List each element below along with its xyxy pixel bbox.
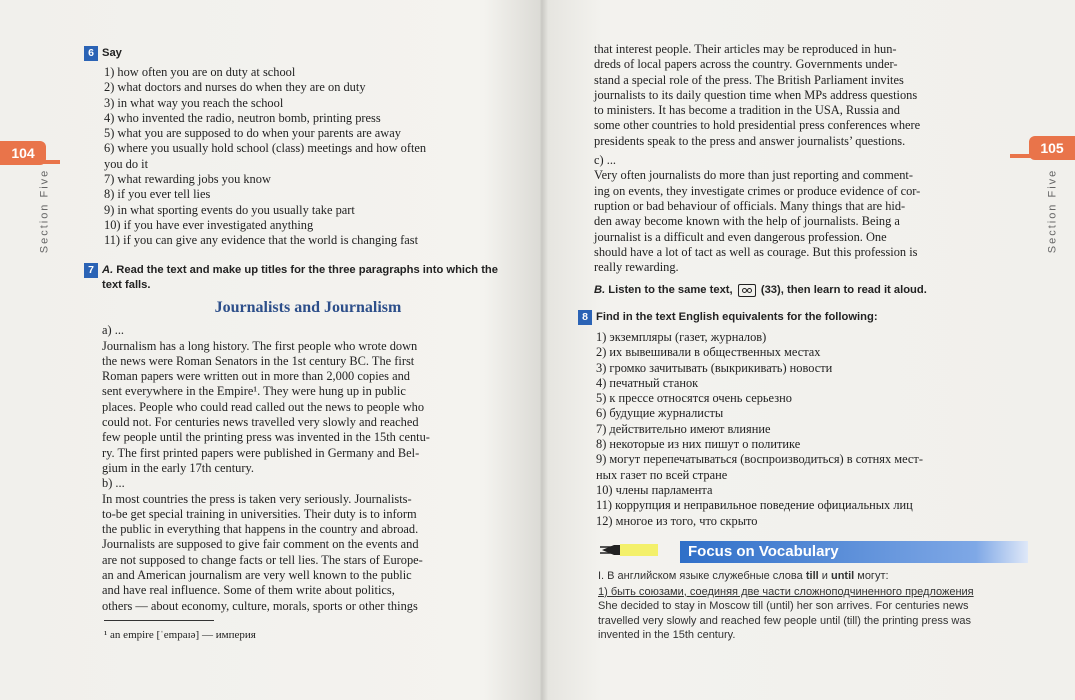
list-item: 10) if you have ever investigated anything [104, 217, 314, 232]
text-line: gium in the early 17th century. [102, 460, 254, 475]
text-line: ing on events, they investigate crimes or produce evidence of cor- [594, 183, 921, 198]
section-label-right: Section Five [1046, 168, 1059, 254]
list-item: 4) who invented the radio, neutron bomb, printing press [104, 110, 381, 125]
task-number-badge: 7 [84, 263, 98, 278]
list-item: 5) what you are supposed to do when your parents are away [104, 126, 401, 141]
text-line: places. People who could read called out the news to people who [102, 399, 425, 414]
list-item: 5) к прессе относятся очень серьезно [596, 391, 792, 406]
text-line: are not supposed to change facts or tell lies. The stars of Europe- [102, 552, 423, 567]
text-line: journalists to its daily question time when MPs address questions [594, 87, 918, 102]
list-item: 7) what rewarding jobs you know [104, 172, 271, 187]
task-instruction: Listen to the same text, [608, 284, 733, 297]
text-line: den away become known with the help of journalists. Being a [594, 214, 900, 229]
focus-rule: 1) быть союзами, соединяя две части сложноподчиненного предложения [598, 585, 974, 598]
task-6-list [84, 65, 514, 249]
focus-intro-text: могут: [857, 570, 889, 582]
text-line: sent everywhere in the Empire¹. They were hung up in public [102, 384, 406, 399]
text-line: the news were Roman Senators in the 1st century BC. The first [102, 353, 415, 368]
page-number-right: 105 [1029, 136, 1075, 160]
task-8 [578, 310, 1008, 529]
list-item: 8) if you ever tell lies [104, 187, 211, 202]
conjunction: и [821, 570, 828, 582]
list-item: ных газет по всей стране [596, 467, 728, 482]
list-item: 4) печатный станок [596, 375, 699, 390]
text-line: others — about economy, culture, morals, sports or other things [102, 598, 418, 613]
text-line: could not. For centuries news travelled very slowly and reached [102, 415, 419, 430]
pencil-highlighter-icon [598, 540, 662, 560]
focus-intro [598, 569, 1018, 584]
task-7 [84, 263, 514, 614]
text-line: Journalism has a long history. The first people who wrote down [102, 338, 418, 353]
text-line: presidents speak to the press and answer journalists’ questions. [594, 133, 906, 148]
text-continuation [594, 42, 1004, 297]
list-item: 11) коррупция и неправильное поведение официальных лиц [596, 498, 913, 513]
text-line: some other countries to hold presidential press conferences where [594, 118, 921, 133]
list-item: 12) многое из того, что скрыто [596, 513, 758, 528]
task-8-list [578, 330, 1008, 529]
footnote-divider [104, 620, 214, 621]
task-part-label: B. [594, 284, 606, 297]
cassette-icon [738, 284, 756, 297]
text-line: an and American journalism are very well known to the public [102, 568, 412, 583]
task-instruction: (33), then learn to read it aloud. [760, 284, 927, 297]
focus-intro-text: I. В английском языке служебные слова [598, 570, 803, 582]
paragraph-label: b) ... [102, 476, 125, 491]
list-item: 6) будущие журналисты [596, 406, 724, 421]
text-line: stand a special role of the press. The British Parliament invites [594, 72, 904, 87]
list-item: 3) громко зачитывать (выкрикивать) новости [596, 360, 833, 375]
list-item: 9) in what sporting events do you usually take part [104, 202, 355, 217]
text-line: Very often journalists do more than just reporting and comment- [594, 168, 913, 183]
task-instruction: Read the text and make up titles for the three paragraphs into which the text falls. [102, 264, 498, 291]
text-line: to ministers. It has become a tradition in the USA, Russia and [594, 103, 900, 118]
text-line: to-be get special training in universities. Their duty is to inform [102, 506, 417, 521]
text-line: few people until the printing press was invented in the 15th centu- [102, 430, 430, 445]
list-item: you do it [104, 156, 149, 171]
paragraph-label: c) ... [594, 153, 617, 168]
paragraph-label: a) ... [102, 323, 125, 338]
task-7b [594, 283, 1004, 297]
task-number-badge: 6 [84, 46, 98, 61]
page-number-left: 104 [0, 141, 46, 165]
list-item: 10) члены парламента [596, 482, 713, 497]
list-item: 1) how often you are on duty at school [104, 65, 296, 79]
list-item: 1) экземпляры (газет, журналов) [596, 330, 767, 344]
text-line: really rewarding. [594, 260, 679, 275]
text-line: ry. The first printed papers were published in Germany and Bel- [102, 445, 420, 460]
text-line: In most countries the press is taken very seriously. Journalists- [102, 491, 412, 506]
list-item: 8) некоторые из них пишут о политике [596, 437, 801, 452]
focus-section [598, 569, 1018, 643]
keyword-until: until [830, 570, 855, 582]
list-item: 2) их вывешивали в общественных местах [596, 345, 821, 360]
example-line: travelled very slowly and reached few people until (till) the printing press was [598, 614, 971, 627]
section-label-left: Section Five [38, 168, 51, 254]
text-line: Roman papers were written out in more than 2,000 copies and [102, 369, 410, 384]
text-line: the public in everything that happens in the country and abroad. [102, 522, 419, 537]
task-heading: Say [102, 47, 122, 59]
text-title: Journalists and Journalism [214, 299, 402, 316]
list-item: 9) могут перепечатываться (воспроизводиться) в сотнях мест- [596, 452, 923, 467]
list-item: 2) what doctors and nurses do when they are on duty [104, 80, 366, 95]
text-line: and have real influence. Some of them write about politics, [102, 583, 395, 598]
example-line: She decided to stay in Moscow till (until) her son arrives. For centuries news [598, 600, 969, 612]
text-line: dreds of local papers across the country. Governments under- [594, 57, 898, 72]
text-line: journalist is a difficult and even dangerous profession. One [594, 229, 887, 244]
task-number-badge: 8 [578, 310, 592, 325]
text-line: Journalists are supposed to give fair comment on the events and [102, 537, 419, 552]
list-item: 3) in what way you reach the school [104, 95, 284, 110]
footnote: ¹ an empire [ˈempaɪə] — империя [104, 629, 256, 641]
task-6 [84, 46, 514, 249]
text-line: that interest people. Their articles may be reproduced in hun- [594, 42, 897, 56]
keyword-till: till [805, 570, 819, 582]
text-line: should have a lot of tact as well as courage. But this profession is [594, 244, 918, 259]
example-line: invented in the 15th century. [598, 629, 736, 641]
focus-on-vocabulary-banner: Focus on Vocabulary [680, 541, 1028, 563]
task-heading: Find in the text English equivalents for the following: [596, 311, 878, 323]
list-item: 7) действительно имеют влияние [596, 421, 771, 436]
list-item: 11) if you can give any evidence that the world is changing fast [104, 233, 419, 248]
text-line: ruption or bad behaviour of officials. Many things that are hid- [594, 198, 906, 213]
list-item: 6) where you usually hold school (class) meetings and how often [104, 141, 427, 156]
task-part-label: A. [102, 264, 114, 276]
